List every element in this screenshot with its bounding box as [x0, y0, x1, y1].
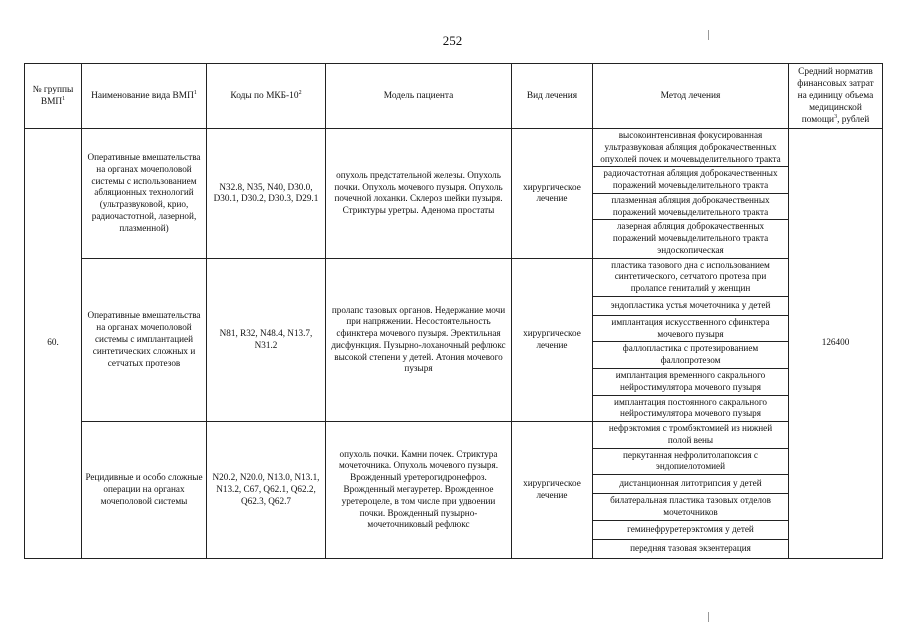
section-treatment: хирургическое лечение	[512, 258, 593, 421]
vmp-table	[24, 63, 883, 559]
header-treatment: Вид лечения	[512, 64, 593, 129]
scan-mark	[708, 612, 709, 622]
method-item: радиочастотная абляция доброкачественных поражений мочевыделительного тракта	[593, 167, 789, 194]
section-name: Рецидивные и особо сложные операции на органах мочеполовой системы	[82, 422, 207, 559]
section-treatment: хирургическое лечение	[512, 129, 593, 259]
section-codes: N32.8, N35, N40, D30.0, D30.1, D30.2, D30.3, D29.1	[207, 129, 326, 259]
page-number: 252	[442, 33, 463, 48]
section-model: опухоль предстательной железы. Опухоль почки. Опухоль мочевого пузыря. Опухоль почечной лоханки. Склероз шейки пузыря. Стриктуры уретры. Аденома простаты	[326, 129, 512, 259]
method-item: геминефруретерэктомия у детей	[593, 520, 789, 539]
method-item: фаллопластика с протезированием фаллопротезом	[593, 342, 789, 369]
table-row	[25, 258, 883, 296]
method-item: билатеральная пластика тазовых отделов мочеточников	[593, 494, 789, 521]
section-treatment: хирургическое лечение	[512, 422, 593, 559]
section-model: опухоль почки. Камни почек. Стриктура мочеточника. Опухоль мочевого пузыря. Врожденный уретерогидронефроз. Врожденный мегауретер. Врожденное уретероцеле, в том числе при удвоении почки. Врожденный пузырно-мочеточниковый рефлюкс	[326, 422, 512, 559]
method-item: дистанционная литотрипсия у детей	[593, 475, 789, 494]
method-item: плазменная абляция доброкачественных поражений мочевыделительного тракта	[593, 193, 789, 220]
table-row	[25, 422, 883, 449]
method-item: лазерная абляция доброкачественных поражений мочевыделительного тракта эндоскопическая	[593, 220, 789, 258]
section-codes: N81, R32, N48.4, N13.7, N31.2	[207, 258, 326, 421]
header-name: Наименование вида ВМП$^1$	[82, 64, 207, 129]
group-number: 60.	[25, 129, 82, 559]
header-model: Модель пациента	[326, 64, 512, 129]
method-item: имплантация постоянного сакрального нейростимулятора мочевого пузыря	[593, 395, 789, 422]
header-row	[25, 64, 883, 129]
header-group: № группы ВМП$^1$	[25, 64, 82, 129]
method-item: перкутанная нефролитолапоксия с эндопиелотомией	[593, 448, 789, 475]
section-codes: N20.2, N20.0, N13.0, N13.1, N13.2, C67, Q62.1, Q62.2, Q62.3, Q62.7	[207, 422, 326, 559]
method-item: передняя тазовая экзентерация	[593, 539, 789, 558]
header-cost: Средний норматив финансовых затрат на единицу объема медицинской помощи$^3$, рублей	[789, 64, 883, 129]
cost-value: 126400	[789, 129, 883, 559]
method-item: имплантация временного сакрального нейростимулятора мочевого пузыря	[593, 369, 789, 396]
section-model: пролапс тазовых органов. Недержание мочи при напряжении. Несостоятельность сфинктера мочевого пузыря. Эректильная дисфункция. Пузырно-лоханочный рефлюкс высокой степени у детей. Атония мочевого пузыря	[326, 258, 512, 421]
method-item: имплантация искусственного сфинктера мочевого пузыря	[593, 315, 789, 342]
section-name: Оперативные вмешательства на органах мочеполовой системы с использованием абляционных технологий (ультразвуковой, крио, радиочастотной, лазерной, плазменной)	[82, 129, 207, 259]
method-item: эндопластика устья мочеточника у детей	[593, 296, 789, 315]
header-method: Метод лечения	[593, 64, 789, 129]
method-item: высокоинтенсивная фокусированная ультразвуковая абляция доброкачественных опухолей почек и мочевыделительного тракта	[593, 129, 789, 167]
section-name: Оперативные вмешательства на органах мочеполовой системы с имплантацией синтетических сложных и сетчатых протезов	[82, 258, 207, 421]
method-item: пластика тазового дна с использованием синтетического, сетчатого протеза при пролапсе гениталий у женщин	[593, 258, 789, 296]
header-codes: Коды по МКБ-$10^2$	[207, 64, 326, 129]
scan-mark	[708, 30, 709, 40]
method-item: нефрэктомия с тромбэктомией из нижней полой вены	[593, 422, 789, 449]
table-row	[25, 129, 883, 167]
